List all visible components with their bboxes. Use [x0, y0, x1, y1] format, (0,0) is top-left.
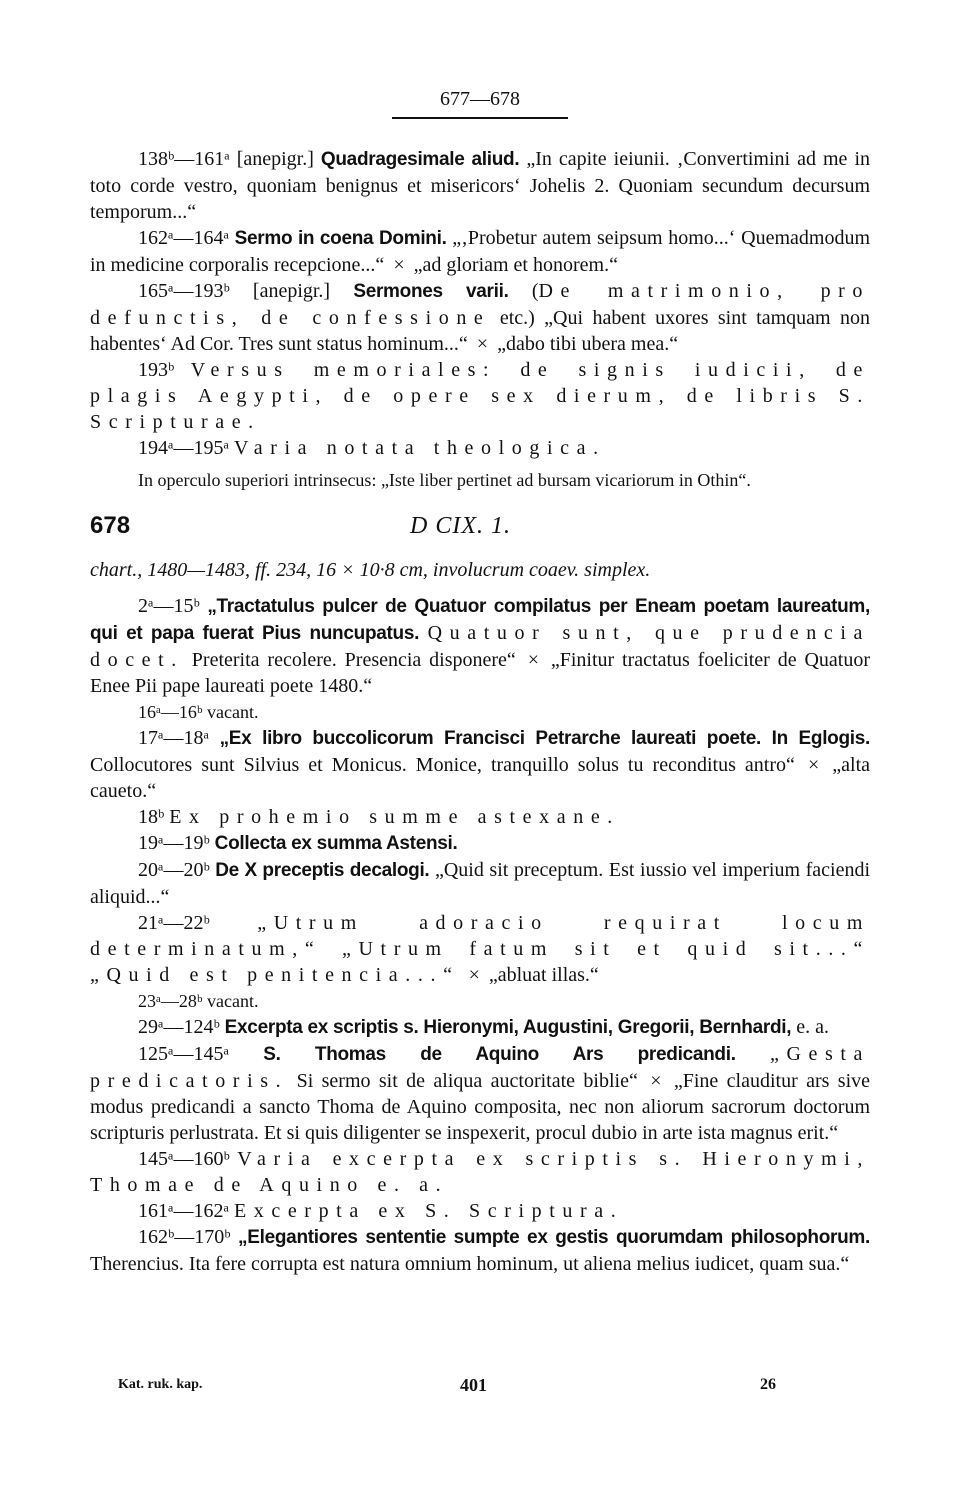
entry-decalogus: [90, 857, 870, 910]
signature-number: 26: [760, 1376, 776, 1393]
folio-range: 145ᵃ—160ᵇ: [138, 1148, 230, 1170]
folio-range: 21ᵃ—22ᵇ: [138, 912, 210, 934]
entry-excerpta-scriptura: [90, 1198, 870, 1224]
folio-range: 162ᵃ—164ᵃ: [138, 227, 229, 249]
entry-spaced-text: „Utrum adoracio requirat locum determinatum,“ „Utrum fatum sit et quid sit...“ „Quid est penitencia...“: [90, 912, 871, 986]
entry-prohemium: [90, 804, 870, 830]
entry-note: [anepigr.]: [252, 280, 331, 302]
incipit-explicit-separator: ×: [527, 649, 539, 671]
entry-note: [anepigr.]: [236, 148, 314, 170]
folio-range: 161ᵃ—162ᵃ: [138, 1200, 229, 1222]
entry-explicit: „dabo tibi ubera mea.“: [497, 333, 679, 355]
entry-title: Excerpta ex scriptis s. Hieronymi, Augustini, Gregorii, Bernhardi,: [224, 1017, 792, 1038]
entry-spaced-text: „Gesta predicatoris.: [90, 1043, 871, 1092]
entry-versus-memoriales: [90, 357, 870, 435]
incipit-explicit-separator: ×: [650, 1070, 662, 1092]
codex-heading: [90, 507, 870, 551]
entry-excerpta-patres: [90, 1014, 870, 1041]
folio-range: 194ᵃ—195ᵃ: [138, 437, 229, 459]
folio-range: 17ᵃ—18ᵃ: [138, 727, 209, 749]
codex-number: 678: [90, 512, 131, 539]
incipit-explicit-separator: ×: [476, 333, 489, 355]
entry-text: „Quid sit preceptum. Est iussio vel imperium faciendi aliquid...“: [90, 859, 871, 908]
catalogue-body: [90, 146, 870, 1277]
folio-range: 23ᵃ—28ᵇ: [138, 991, 203, 1011]
folio-range: 165ᵃ—193ᵇ: [138, 280, 230, 302]
entry-vacant-23: [90, 988, 870, 1014]
codex-signature: D CIX. 1.: [410, 513, 511, 539]
entry-text: Collocutores sunt Silvius et Monicus. Monice, tranquillo solus tu reconditus antro“: [90, 754, 795, 776]
entry-explicit: „abluat illas.“: [488, 964, 599, 986]
folio-range: 2ᵃ—15ᵇ: [138, 595, 200, 617]
entry-spaced-text: Excerpta ex S. Scriptura.: [233, 1200, 624, 1222]
entry-sermo-coena: [90, 225, 870, 278]
entry-explicit: „Fine clauditur ars sive modus predicandi a sancto Thoma de Aquino composita, nec non aliorum sacrorum doctorum scripturis perlustrata. Et si quis diligenter se inspexerit, procul dubio in arte ista magnus erit.“: [90, 1070, 871, 1144]
entry-text: (: [531, 280, 539, 302]
entry-title: S. Thomas de Aquino Ars predicandi.: [263, 1044, 736, 1065]
entry-vacant-16: [90, 699, 870, 725]
entry-spaced-text: Versus memoriales: de signis iudicii, de plagis Aegypti, de opere sex dierum, de libris S. Scripturae.: [90, 359, 870, 433]
entry-text: In operculo superiori intrinsecus: „Iste liber pertinet ad bursam vicariorum in Othin“.: [138, 470, 751, 490]
entry-text: vacant.: [207, 991, 259, 1011]
entry-text: Therencius. Ita fere corrupta est natura omnium hominum, ut aliena melius iudicet, quam sua.“: [90, 1253, 850, 1275]
entry-elegantiores: [90, 1224, 870, 1277]
folio-range: 19ᵃ—19ᵇ: [138, 832, 210, 854]
entry-varia-excerpta: [90, 1146, 870, 1198]
entry-quaestiones: [90, 910, 870, 988]
incipit-explicit-separator: ×: [393, 254, 405, 276]
folio-range: 16ᵃ—16ᵇ: [138, 702, 203, 722]
entry-text: vacant.: [207, 702, 259, 722]
entry-explicit: „alta caueto.“: [90, 754, 871, 802]
entry-text: „In capite ieiunii. ‚Convertimini ad me in toto corde vestro, quoniam benignus et misericors‘ Johelis 2. Quoniam secundum decursum temporum...“: [90, 148, 870, 223]
codex-description: chart., 1480—1483, ff. 234, 16 × 10·8 cm, involucrum coaev. simplex.: [90, 559, 651, 581]
entry-title: „Elegantiores sententie sumpte ex gestis quorumdam philosophorum.: [238, 1227, 870, 1248]
entry-title: Collecta ex summa Astensi.: [214, 833, 458, 854]
folio-range: 20ᵃ—20ᵇ: [138, 859, 210, 881]
folio-range: 193ᵇ: [138, 359, 175, 381]
entry-quadragesimale: [90, 146, 870, 225]
entry-sermones-varii: [90, 278, 870, 357]
folio-range: 162ᵇ—170ᵇ: [138, 1226, 231, 1248]
entry-title: De X preceptis decalogi.: [215, 860, 430, 881]
header-rule: [392, 117, 568, 119]
folio-range: 125ᵃ—145ᵃ: [138, 1043, 229, 1065]
entry-title: „Ex libro buccolicorum Francisci Petrarche laureati poete. In Eglogis.: [219, 728, 871, 749]
entry-title: Quadragesimale aliud.: [320, 149, 520, 170]
entry-title: Sermo in coena Domini.: [234, 228, 447, 249]
entry-text: Preterita recolere. Presencia disponere“: [191, 649, 516, 671]
entry-petrarca: [90, 725, 870, 804]
entry-spaced-text: Varia excerpta ex scriptis s. Hieronymi, Thomae de Aquino e. a.: [90, 1148, 871, 1196]
entry-varia-notata: [90, 435, 870, 461]
entry-title: Sermones varii.: [353, 281, 509, 302]
entry-tractatulus: [90, 593, 870, 699]
folio-range: 138ᵇ—161ᵃ: [138, 148, 230, 170]
folio-range: 29ᵃ—124ᵇ: [138, 1016, 220, 1038]
entry-spaced-text: Quatuor sunt, que prudencia docet.: [90, 622, 870, 671]
entry-text: etc.) „Qui habent uxores sint tamquam non habentes‘ Ad Cor. Tres sunt status hominum...“: [90, 307, 870, 355]
incipit-explicit-separator: ×: [468, 964, 480, 986]
entry-spaced-text: Ex prohemio summe astexane.: [169, 806, 620, 828]
entry-collecta: [90, 830, 870, 857]
entry-title: „Tractatulus pulcer de Quatuor compilatus per Eneam poetam laureatum, qui et papa fuerat Pius nuncupatus.: [90, 596, 870, 644]
entry-spaced-text: De matrimonio, pro defunctis, de confessione: [90, 280, 871, 329]
entry-explicit: „Finitur tractatus foeliciter de Quatuor Enee Pii pape laureati poete 1480.“: [90, 649, 871, 697]
entry-text: e. a.: [796, 1016, 829, 1038]
page-header: 677—678: [440, 88, 520, 110]
footer-catalogue-name: Kat. ruk. kap.: [118, 1377, 203, 1392]
entry-explicit: „ad gloriam et honorem.“: [413, 254, 618, 276]
incipit-explicit-separator: ×: [807, 754, 820, 776]
page-number: 401: [460, 1375, 487, 1395]
entry-spaced-text: Varia notata theologica.: [233, 437, 606, 459]
entry-text: „‚Probetur autem seipsum homo...‘ Quemadmodum in medicine corporalis recepcione...“: [90, 227, 871, 276]
entry-text: Si sermo sit de aliqua auctoritate biblie“: [296, 1070, 638, 1092]
folio-range: 18ᵇ: [138, 806, 165, 828]
entry-ars-predicandi: [90, 1041, 870, 1146]
entry-operculum-note: [90, 467, 870, 493]
